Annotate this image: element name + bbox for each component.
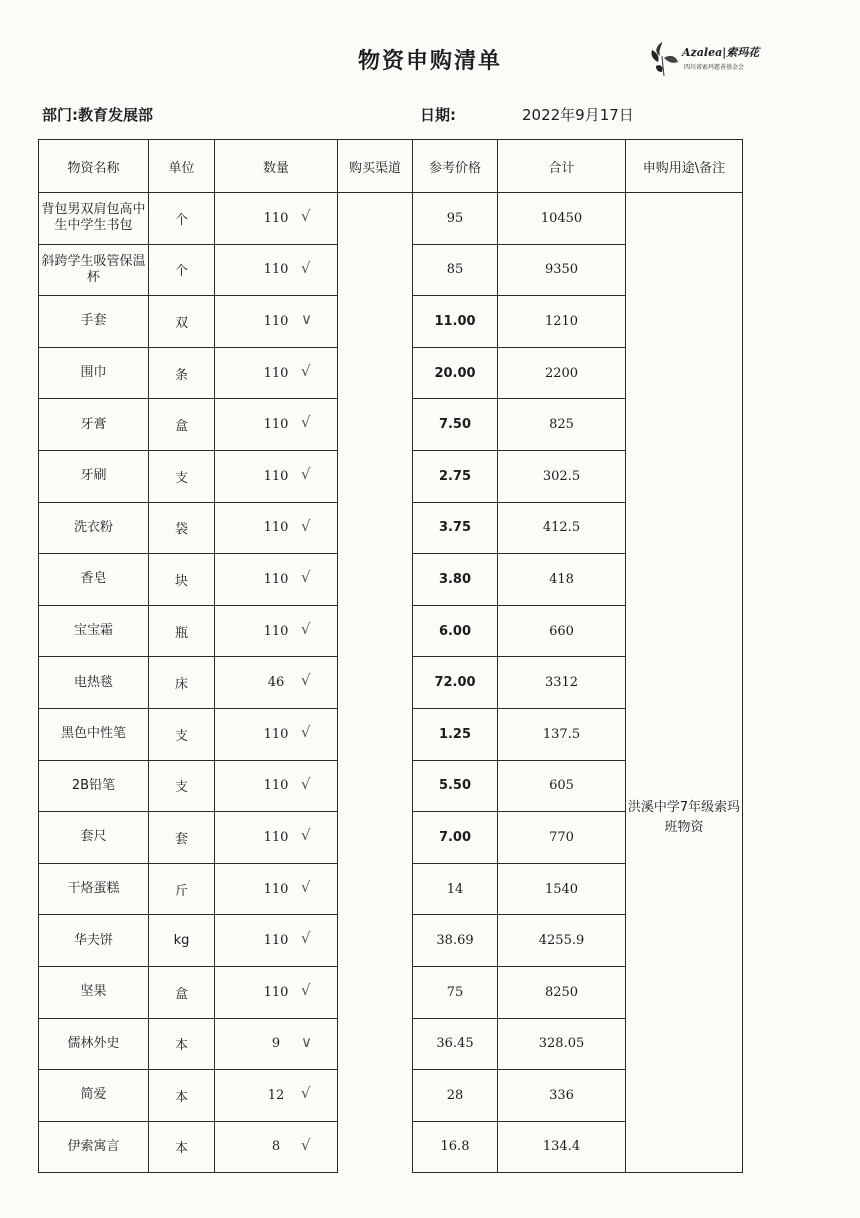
item-name-cell: 简爱 <box>39 1070 149 1122</box>
quantity-value: 9 <box>271 1036 281 1052</box>
item-name-cell: 儒林外史 <box>39 1018 149 1070</box>
remark-cell: 洪溪中学7年级索玛班物资 <box>626 193 743 1173</box>
header-price: 参考价格 <box>413 140 498 193</box>
unit-cell: kg <box>149 915 215 967</box>
quantity-cell <box>215 450 338 502</box>
total-cell: 8250 <box>498 966 626 1018</box>
total-cell: 9350 <box>498 244 626 296</box>
unit-cell: 盒 <box>149 966 215 1018</box>
quantity-cell <box>215 554 338 606</box>
total-cell: 134.4 <box>498 1121 626 1173</box>
handwritten-check-icon: √ <box>301 877 311 896</box>
handwritten-check-icon: ∨ <box>301 1032 312 1051</box>
unit-cell: 袋 <box>149 502 215 554</box>
price-cell: 7.50 <box>413 399 498 451</box>
quantity-cell <box>215 296 338 348</box>
logo-org: 四川省索玛慈善基金会 <box>684 64 745 71</box>
item-name-cell: 2B铅笔 <box>39 760 149 812</box>
quantity-value: 110 <box>263 829 289 845</box>
quantity-cell <box>215 812 338 864</box>
item-name-cell: 电热毯 <box>39 657 149 709</box>
price-cell: 2.75 <box>413 450 498 502</box>
unit-cell: 双 <box>149 296 215 348</box>
quantity-cell <box>215 399 338 451</box>
total-cell: 605 <box>498 760 626 812</box>
unit-cell: 本 <box>149 1018 215 1070</box>
logo-brand: Azalea|索玛花 <box>682 46 760 59</box>
date-label: 日期: <box>420 106 456 124</box>
unit-cell: 个 <box>149 244 215 296</box>
price-cell: 7.00 <box>413 812 498 864</box>
total-cell: 10450 <box>498 193 626 245</box>
quantity-cell <box>215 193 338 245</box>
unit-cell: 块 <box>149 554 215 606</box>
price-cell: 3.80 <box>413 554 498 606</box>
unit-cell: 个 <box>149 193 215 245</box>
unit-cell: 斤 <box>149 863 215 915</box>
price-cell: 75 <box>413 966 498 1018</box>
handwritten-check-icon: √ <box>301 207 311 225</box>
total-cell: 1540 <box>498 863 626 915</box>
item-name-cell: 干烙蛋糕 <box>39 863 149 915</box>
item-name-cell: 斜跨学生吸管保温杯 <box>39 244 149 296</box>
total-cell: 660 <box>498 605 626 657</box>
quantity-value: 110 <box>263 313 289 329</box>
table-header-row <box>39 140 743 193</box>
quantity-cell <box>215 605 338 657</box>
logo <box>648 38 758 78</box>
price-cell: 20.00 <box>413 347 498 399</box>
handwritten-check-icon: √ <box>301 929 311 948</box>
header-unit: 单位 <box>149 140 215 193</box>
item-name-cell: 宝宝霜 <box>39 605 149 657</box>
handwritten-check-icon: √ <box>301 516 311 535</box>
price-cell: 1.25 <box>413 708 498 760</box>
price-cell: 72.00 <box>413 657 498 709</box>
item-name-cell: 洗衣粉 <box>39 502 149 554</box>
quantity-value: 110 <box>263 468 289 484</box>
item-name-cell: 华夫饼 <box>39 915 149 967</box>
handwritten-check-icon: √ <box>301 826 311 845</box>
department-label: 部门:教育发展部 <box>42 106 153 124</box>
handwritten-check-icon: √ <box>301 774 311 793</box>
handwritten-check-icon: √ <box>301 413 311 432</box>
price-cell: 95 <box>413 193 498 245</box>
header-item-name: 物资名称 <box>39 140 149 193</box>
quantity-value: 110 <box>263 984 289 1000</box>
total-cell: 770 <box>498 812 626 864</box>
price-cell: 3.75 <box>413 502 498 554</box>
quantity-value: 110 <box>263 881 289 897</box>
header-channel: 购买渠道 <box>338 140 413 193</box>
quantity-cell <box>215 502 338 554</box>
item-name-cell: 坚果 <box>39 966 149 1018</box>
handwritten-check-icon: ∨ <box>301 310 312 329</box>
date-value: 2022年9月17日 <box>522 106 634 124</box>
total-cell: 825 <box>498 399 626 451</box>
item-name-cell: 伊索寓言 <box>39 1121 149 1173</box>
item-name-cell: 背包男双肩包高中生中学生书包 <box>39 193 149 245</box>
channel-cell <box>338 193 413 1173</box>
handwritten-check-icon: √ <box>301 1084 311 1103</box>
quantity-value: 8 <box>271 1139 281 1155</box>
unit-cell: 本 <box>149 1121 215 1173</box>
unit-cell: 支 <box>149 760 215 812</box>
quantity-value: 110 <box>263 210 289 226</box>
price-cell: 6.00 <box>413 605 498 657</box>
unit-cell: 条 <box>149 347 215 399</box>
price-cell: 14 <box>413 863 498 915</box>
handwritten-check-icon: √ <box>301 671 311 690</box>
total-cell: 328.05 <box>498 1018 626 1070</box>
price-cell: 5.50 <box>413 760 498 812</box>
price-cell: 11.00 <box>413 296 498 348</box>
quantity-value: 110 <box>263 933 289 949</box>
item-name-cell: 围巾 <box>39 347 149 399</box>
handwritten-check-icon: √ <box>301 568 311 587</box>
header-total: 合计 <box>498 140 626 193</box>
quantity-cell <box>215 915 338 967</box>
quantity-value: 110 <box>263 726 289 742</box>
quantity-cell <box>215 244 338 296</box>
item-name-cell: 牙膏 <box>39 399 149 451</box>
quantity-cell <box>215 1121 338 1173</box>
price-cell: 85 <box>413 244 498 296</box>
total-cell: 3312 <box>498 657 626 709</box>
price-cell: 28 <box>413 1070 498 1122</box>
quantity-value: 46 <box>267 675 285 691</box>
handwritten-check-icon: √ <box>301 258 311 277</box>
quantity-value: 110 <box>263 520 289 536</box>
page-title: 物资申购清单 <box>357 49 502 74</box>
total-cell: 4255.9 <box>498 915 626 967</box>
table-row <box>39 193 743 245</box>
quantity-value: 110 <box>263 778 289 794</box>
quantity-cell <box>215 708 338 760</box>
unit-cell: 支 <box>149 450 215 502</box>
item-name-cell: 牙刷 <box>39 450 149 502</box>
price-cell: 16.8 <box>413 1121 498 1173</box>
quantity-cell <box>215 1018 338 1070</box>
total-cell: 336 <box>498 1070 626 1122</box>
unit-cell: 支 <box>149 708 215 760</box>
quantity-cell <box>215 966 338 1018</box>
total-cell: 2200 <box>498 347 626 399</box>
purchase-table <box>38 139 743 1173</box>
total-cell: 412.5 <box>498 502 626 554</box>
handwritten-check-icon: √ <box>301 464 311 483</box>
unit-cell: 套 <box>149 812 215 864</box>
quantity-value: 110 <box>263 365 289 381</box>
quantity-cell <box>215 1070 338 1122</box>
unit-cell: 瓶 <box>149 605 215 657</box>
total-cell: 418 <box>498 554 626 606</box>
unit-cell: 本 <box>149 1070 215 1122</box>
total-cell: 302.5 <box>498 450 626 502</box>
item-name-cell: 手套 <box>39 296 149 348</box>
handwritten-check-icon: √ <box>301 1135 311 1154</box>
price-cell: 36.45 <box>413 1018 498 1070</box>
handwritten-check-icon: √ <box>301 619 311 638</box>
handwritten-check-icon: √ <box>301 361 311 380</box>
unit-cell: 床 <box>149 657 215 709</box>
quantity-value: 110 <box>263 262 289 278</box>
handwritten-check-icon: √ <box>301 980 311 999</box>
azalea-flower-icon <box>648 38 684 78</box>
header-remark: 申购用途\备注 <box>626 140 743 193</box>
item-name-cell: 黑色中性笔 <box>39 708 149 760</box>
quantity-cell <box>215 863 338 915</box>
quantity-cell <box>215 760 338 812</box>
unit-cell: 盒 <box>149 399 215 451</box>
total-cell: 1210 <box>498 296 626 348</box>
quantity-value: 110 <box>263 623 289 639</box>
item-name-cell: 香皂 <box>39 554 149 606</box>
header-quantity: 数量 <box>215 140 338 193</box>
total-cell: 137.5 <box>498 708 626 760</box>
quantity-value: 12 <box>267 1087 285 1103</box>
item-name-cell: 套尺 <box>39 812 149 864</box>
quantity-cell <box>215 347 338 399</box>
handwritten-check-icon: √ <box>301 722 311 741</box>
quantity-value: 110 <box>263 417 289 433</box>
quantity-cell <box>215 657 338 709</box>
quantity-value: 110 <box>263 571 289 587</box>
price-cell: 38.69 <box>413 915 498 967</box>
